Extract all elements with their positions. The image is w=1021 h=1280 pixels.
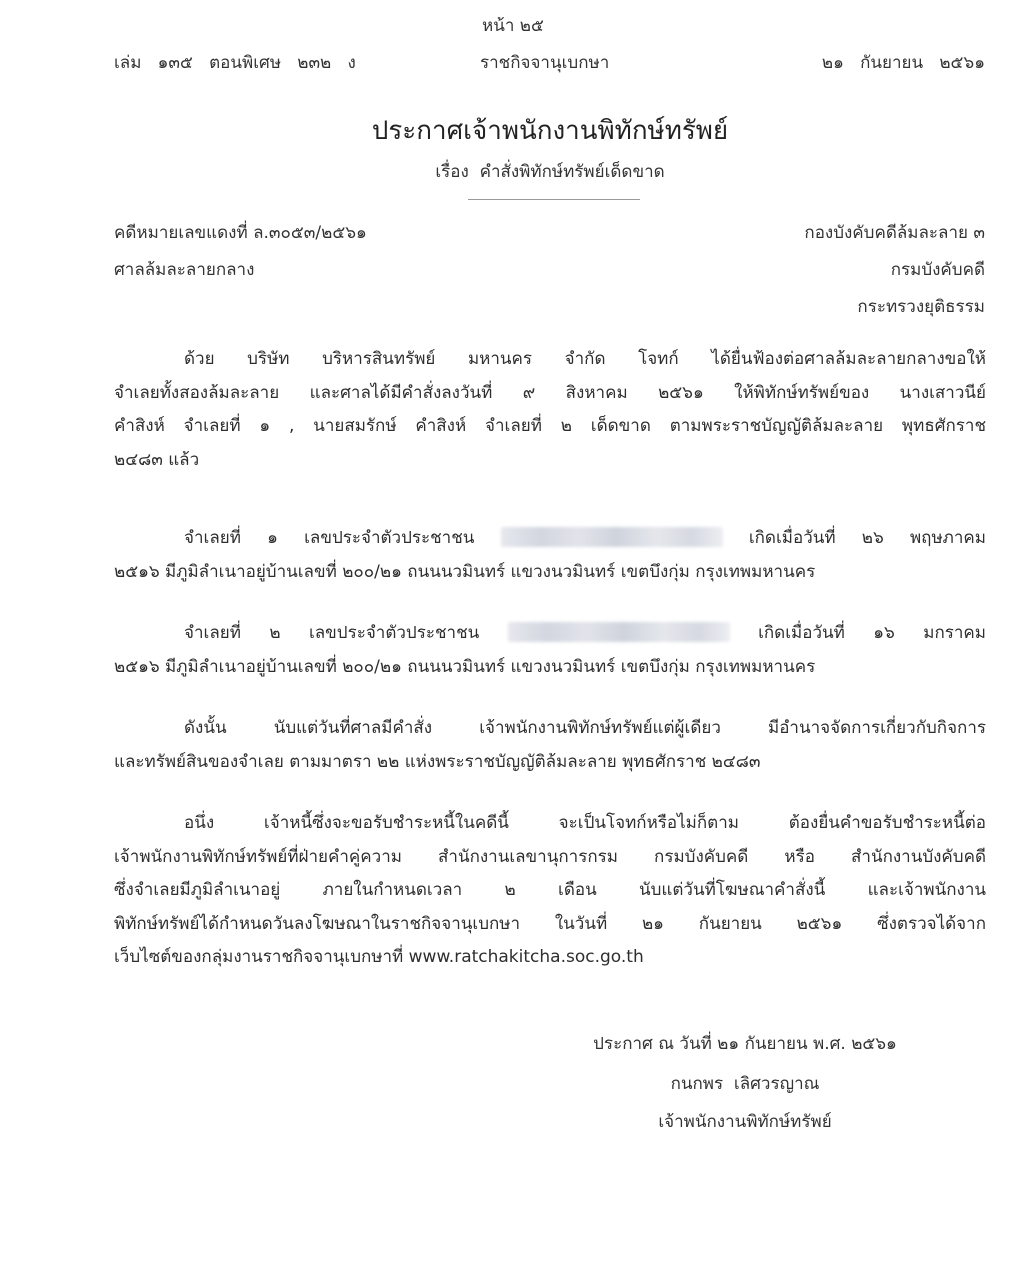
defendant-2-birth: เกิดเมื่อวันที่ ๑๖ มกราคม bbox=[758, 623, 986, 643]
title-divider bbox=[468, 199, 640, 200]
defendant-2-id-label: จำเลยที่ ๒ เลขประจำตัวประชาชน bbox=[184, 623, 480, 643]
division-name: กองบังคับคดีล้มละลาย ๓ bbox=[804, 223, 985, 243]
signatory-position: เจ้าพนักงานพิทักษ์ทรัพย์ bbox=[658, 1112, 832, 1132]
paragraph-defendant-2 bbox=[114, 617, 986, 684]
signatory-name: กนกพร เลิศวรญาณ bbox=[670, 1074, 820, 1094]
publication-name: ราชกิจจานุเบกษา bbox=[480, 53, 610, 73]
paragraph-line: เว็บไซต์ของกลุ่มงานราชกิจจานุเบกษาที่ www.ratchakitcha.soc.go.th bbox=[114, 947, 644, 967]
paragraph-authority bbox=[114, 712, 986, 779]
paragraph-line: พิทักษ์ทรัพย์ได้กำหนดวันลงโฆษณาในราชกิจจานุเบกษา ในวันที่ ๒๑ กันยายน ๒๕๖๑ ซึ่งตรวจได้จาก bbox=[114, 913, 986, 934]
paragraph-line: และทรัพย์สินของจำเลย ตามมาตรา ๒๒ แห่งพระราชบัญญัติล้มละลาย พุทธศักราช ๒๔๘๓ bbox=[114, 751, 761, 772]
publication-date: ๒๑ กันยายน ๒๕๖๑ bbox=[821, 53, 985, 73]
paragraph-line: จำเลยทั้งสองล้มละลาย และศาลได้มีคำสั่งลงวันที่ ๙ สิงหาคม ๒๕๖๑ ให้พิทักษ์ทรัพย์ของ นางเสาวนีย์ bbox=[114, 382, 986, 403]
paragraph-line: ๒๕๑๖ มีภูมิลำเนาอยู่บ้านเลขที่ ๒๐๐/๒๑ ถนนนวมินทร์ แขวงนวมินทร์ เขตบึงกุ่ม กรุงเทพมหานคร bbox=[114, 656, 816, 677]
paragraph-line: ๒๔๘๓ แล้ว bbox=[114, 449, 200, 470]
announcement-title: ประกาศเจ้าพนักงานพิทักษ์ทรัพย์ bbox=[371, 116, 729, 146]
paragraph-line: ๒๕๑๖ มีภูมิลำเนาอยู่บ้านเลขที่ ๒๐๐/๒๑ ถนนนวมินทร์ แขวงนวมินทร์ เขตบึงกุ่ม กรุงเทพมหานคร bbox=[114, 561, 816, 582]
paragraph-line: คำสิงห์ จำเลยที่ ๑ , นายสมรักษ์ คำสิงห์ จำเลยที่ ๒ เด็ดขาด ตามพระราชบัญญัติล้มละลาย พุทธศักราช bbox=[114, 416, 986, 436]
announcement-subject: เรื่อง คำสั่งพิทักษ์ทรัพย์เด็ดขาด bbox=[435, 162, 665, 182]
paragraph-line: ด้วย บริษัท บริหารสินทรัพย์ มหานคร จำกัด โจทก์ ได้ยื่นฟ้องต่อศาลล้มละลายกลางขอให้ bbox=[184, 349, 986, 369]
case-number: คดีหมายเลขแดงที่ ล.๓๐๕๓/๒๕๖๑ bbox=[114, 223, 367, 243]
paragraph-creditors bbox=[114, 807, 986, 975]
department-name: กรมบังคับคดี bbox=[890, 260, 985, 280]
paragraph-line: อนึ่ง เจ้าหนี้ซึ่งจะขอรับชำระหนี้ในคดีนี้ จะเป็นโจทก์หรือไม่ก็ตาม ต้องยื่นคำขอรับชำระหนี้ต่อ bbox=[184, 813, 986, 833]
paragraph-lawsuit bbox=[114, 343, 986, 477]
volume-issue: เล่ม ๑๓๕ ตอนพิเศษ ๒๓๒ ง bbox=[114, 53, 356, 73]
paragraph-line bbox=[114, 617, 986, 651]
ministry-name: กระทรวงยุติธรรม bbox=[857, 297, 985, 317]
paragraph-line: เจ้าพนักงานพิทักษ์ทรัพย์ที่ฝ่ายคำคู่ความ สำนักงานเลขานุการกรม กรมบังคับคดี หรือ สำนักงานบังคับคดี bbox=[114, 846, 986, 867]
defendant-1-id-label: จำเลยที่ ๑ เลขประจำตัวประชาชน bbox=[184, 528, 475, 548]
redacted-id-number bbox=[508, 622, 730, 642]
defendant-1-birth: เกิดเมื่อวันที่ ๒๖ พฤษภาคม bbox=[748, 528, 986, 548]
page-number: หน้า ๒๕ bbox=[482, 16, 544, 36]
paragraph-defendant-1 bbox=[114, 522, 986, 589]
paragraph-line: ดังนั้น นับแต่วันที่ศาลมีคำสั่ง เจ้าพนักงานพิทักษ์ทรัพย์แต่ผู้เดียว มีอำนาจจัดการเกี่ยวกับกิจการ bbox=[184, 718, 986, 738]
redacted-id-number bbox=[501, 527, 723, 547]
court-name: ศาลล้มละลายกลาง bbox=[114, 260, 255, 280]
paragraph-line: ซึ่งจำเลยมีภูมิลำเนาอยู่ ภายในกำหนดเวลา ๒ เดือน นับแต่วันที่โฆษณาคำสั่งนี้ และเจ้าพนักงาน bbox=[114, 880, 986, 900]
announcement-date: ประกาศ ณ วันที่ ๒๑ กันยายน พ.ศ. ๒๕๖๑ bbox=[593, 1034, 897, 1054]
paragraph-line bbox=[114, 522, 986, 556]
